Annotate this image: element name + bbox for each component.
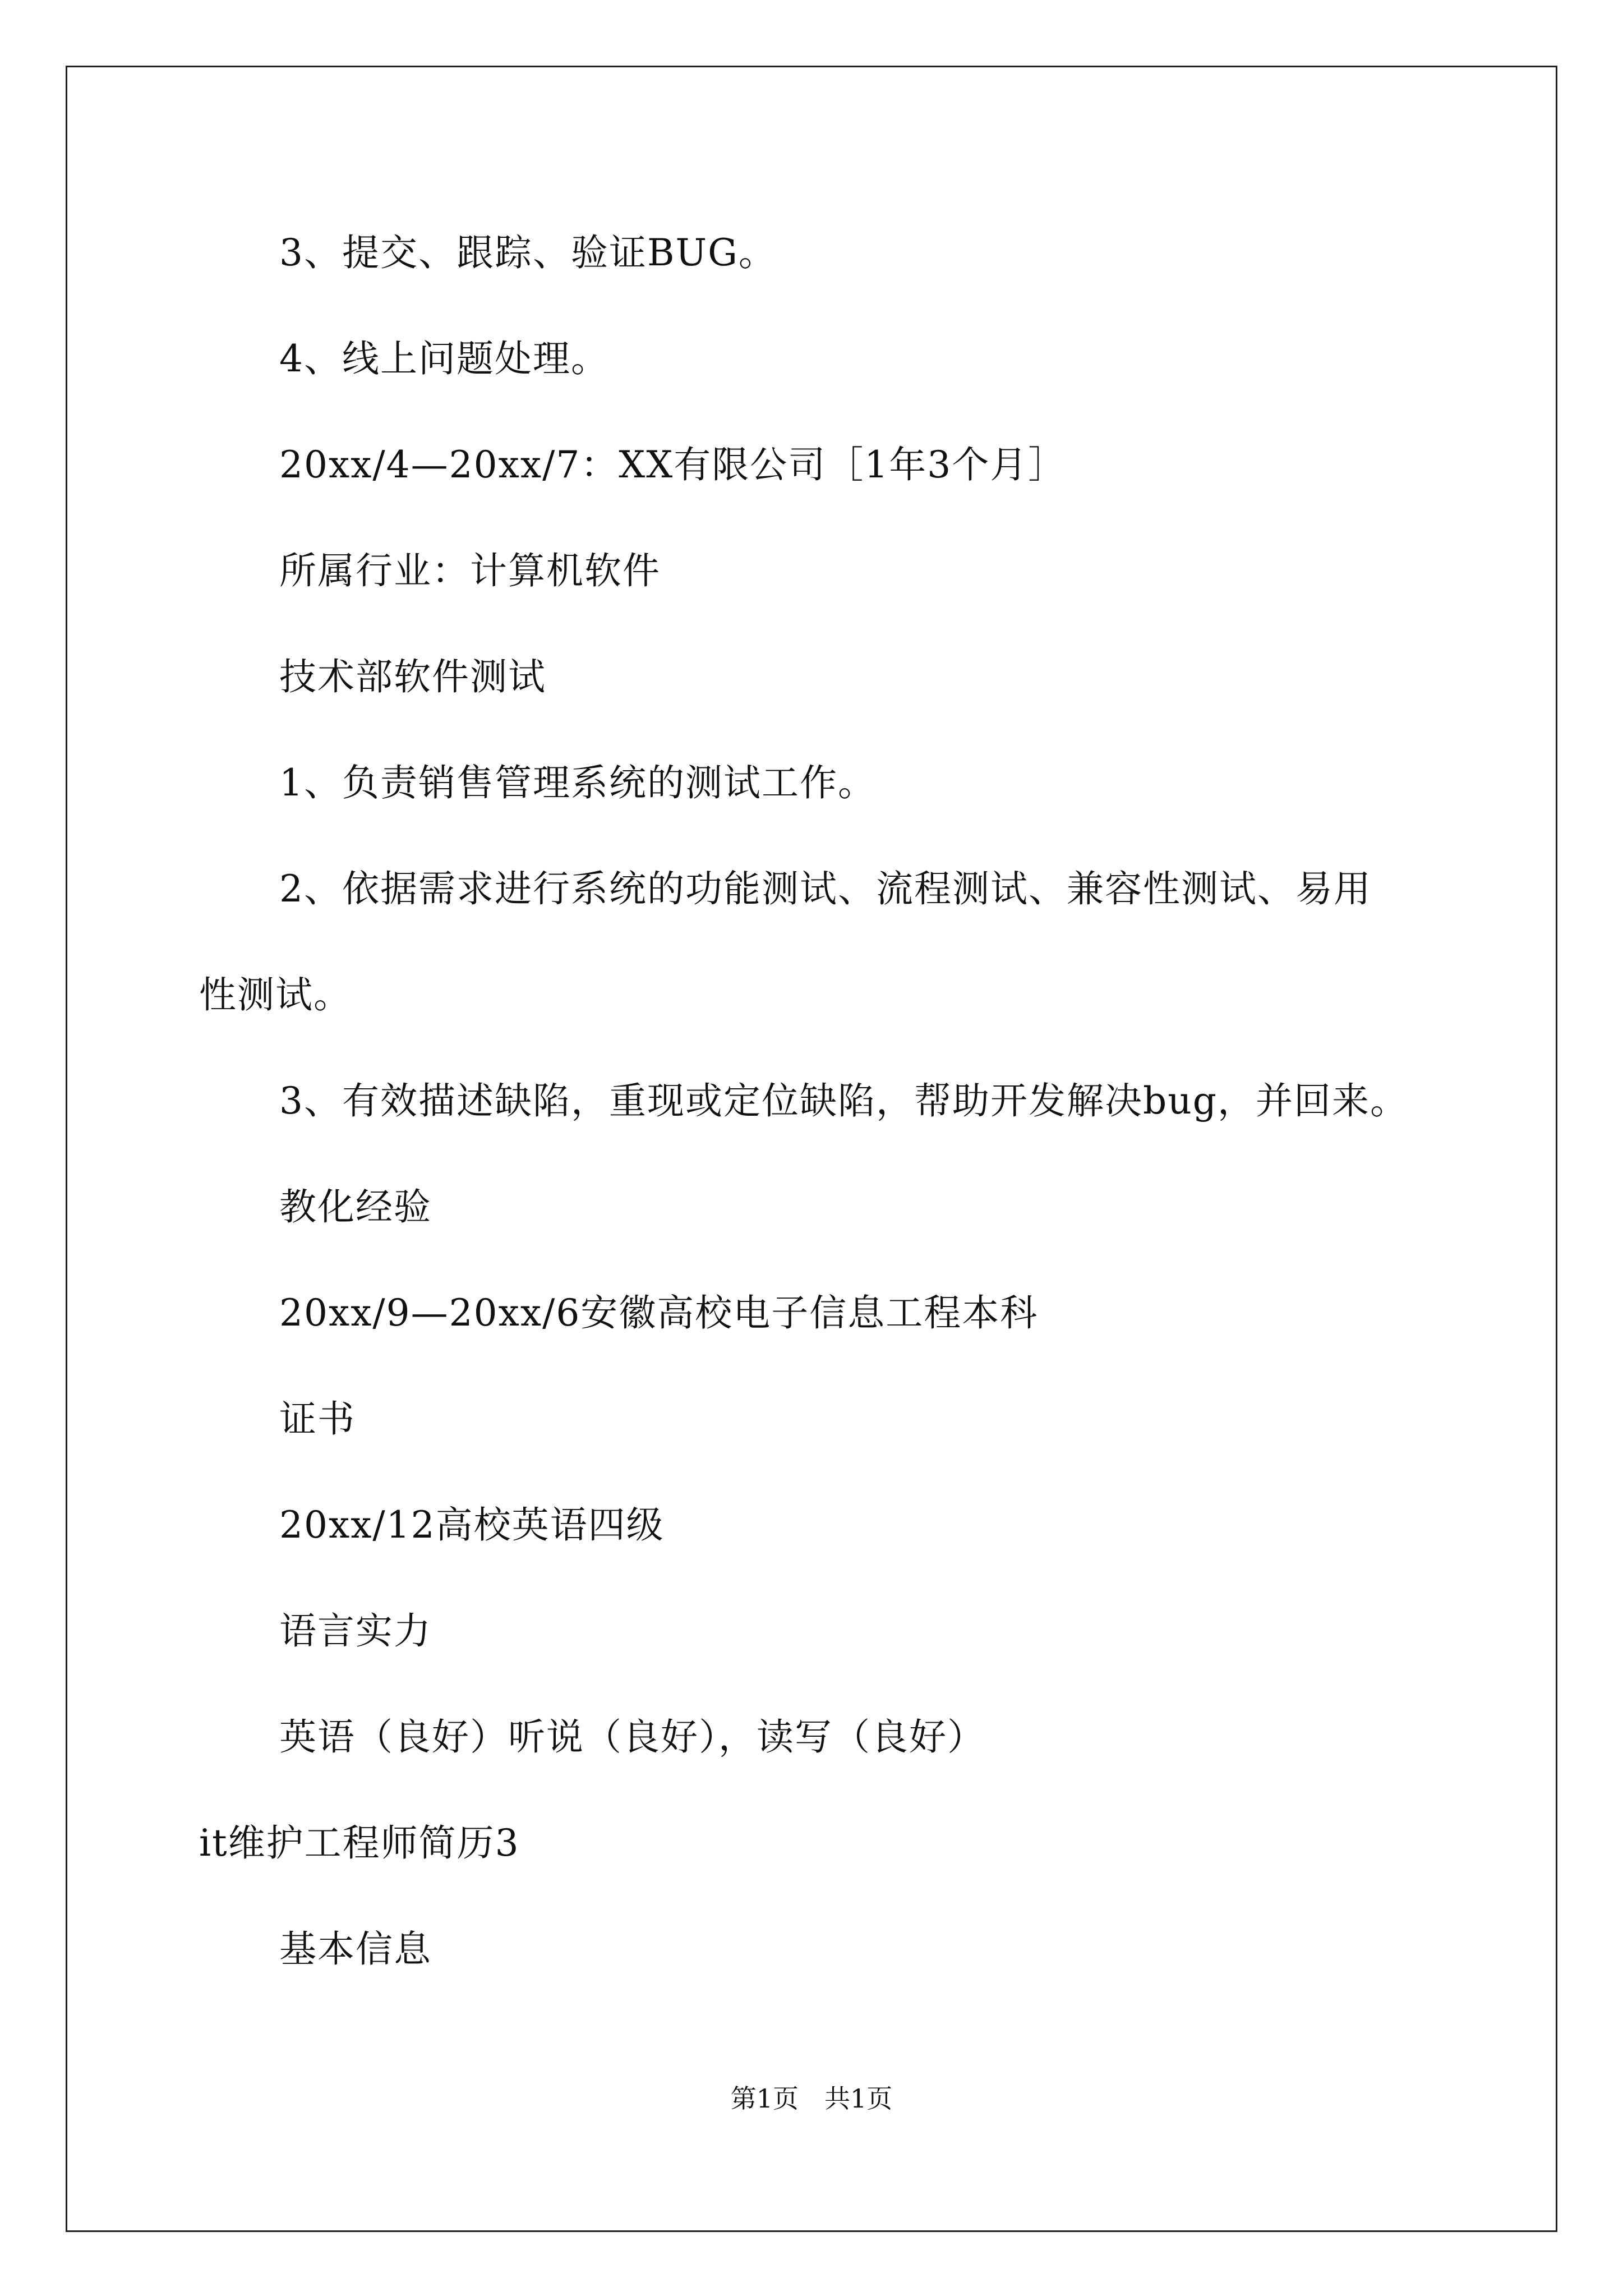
section-heading-language: 语言实力 [279, 1609, 432, 1653]
duty-item-2-continued: 性测试。 [199, 973, 352, 1016]
page-number-footer: 第1页 共1页 [730, 2083, 893, 2114]
paragraph-bug-tracking: 3、提交、跟踪、验证BUG。 [279, 231, 777, 274]
certificate-entry: 20xx/12高校英语四级 [279, 1503, 665, 1547]
duty-item-3: 3、有效描述缺陷，重现或定位缺陷，帮助开发解决bug，并回来。 [279, 1079, 1408, 1122]
resume-title: it维护工程师简历3 [199, 1821, 520, 1865]
section-heading-certificates: 证书 [279, 1397, 356, 1441]
language-skill-entry: 英语（良好）听说（良好），读写（良好） [279, 1715, 985, 1759]
job-title-line: 技术部软件测试 [279, 655, 546, 698]
paragraph-online-issues: 4、线上问题处理。 [279, 337, 609, 380]
education-entry: 20xx/9—20xx/6安徽高校电子信息工程本科 [279, 1291, 1039, 1335]
duty-item-2: 2、依据需求进行系统的功能测试、流程测试、兼容性测试、易用 [279, 867, 1372, 910]
industry-line: 所属行业：计算机软件 [279, 549, 661, 592]
section-heading-basic-info: 基本信息 [279, 1927, 432, 1971]
section-heading-education: 教化经验 [279, 1185, 432, 1228]
job-period-company: 20xx/4—20xx/7：XX有限公司［1年3个月］ [279, 443, 1067, 486]
duty-item-1: 1、负责销售管理系统的测试工作。 [279, 761, 876, 804]
